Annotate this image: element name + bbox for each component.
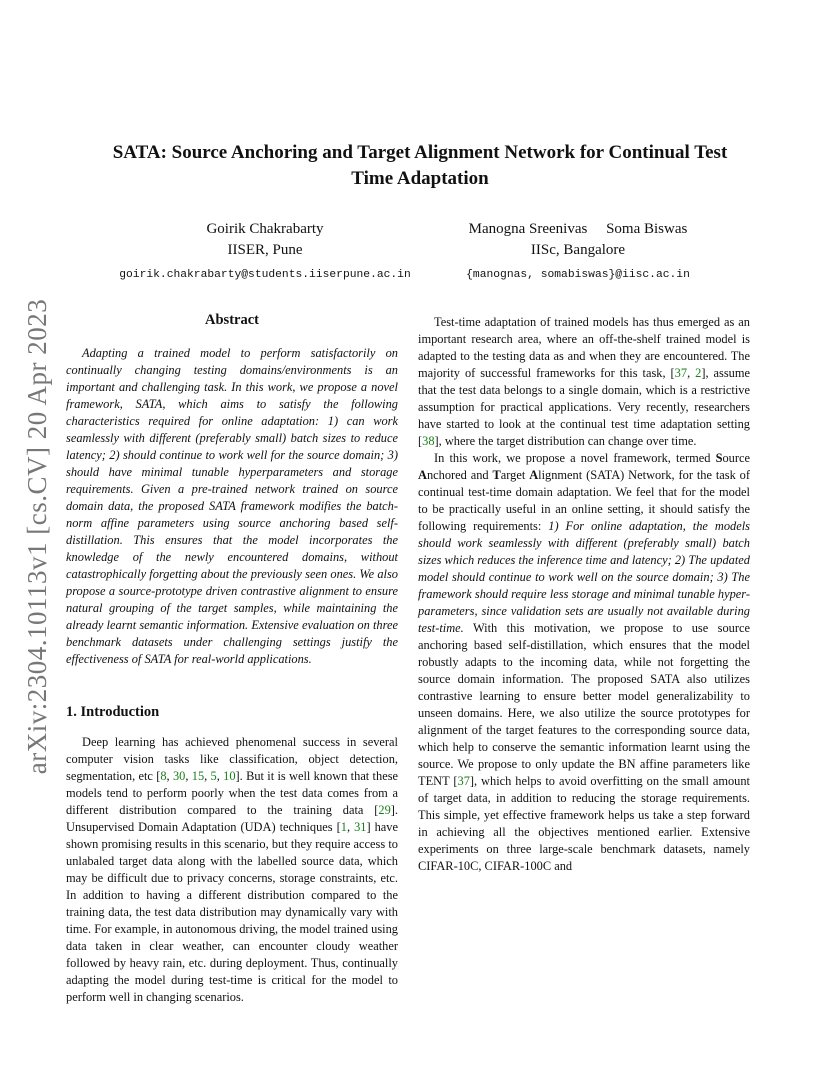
paper-title [70,140,770,192]
intro-paragraph-2: Test-time adaptation of trained models has thus emerged as an important research area, where an off-the-shelf trained model is adapted to the testing data as and when they are encountered. The majority of successful frameworks for this task, [37, 2], assume that the test data belongs to a single domain, which is a restrictive assumption for practical applications. Very recently, researchers have started to look at the continual test time adaptation setting [38], where the target distribution can change over time. [418,315,750,448]
citation-link[interactable]: 10 [223,769,236,783]
citation-link[interactable]: 15 [191,769,205,783]
intro-paragraph-3: In this work, we propose a novel framework, termed Source Anchored and Target Alignment (SATA) Network, for the task of continual test-time domain adaptation. We feel that for the model to be practically useful in an online setting, it should satisfy the following requirements: 1) For online adaptation, the models should work seamlessly with different (preferably small) batch sizes which reduces the inference time and latency; 2) The updated model should continue to work well on the source domain; 3) The framework should require less storage and minimal tunable hyper-parameters, since validation sets are usually not available during test-time. With this motivation, we propose to use source anchoring based self-distillation, which ensures that the model robustly adapts to the incoming data, while not forgetting the source domain information. The proposed SATA also utilizes contrastive learning to ensure better model generalizability to unseen domains. Here, we also utilize the source prototypes for alignment of the target features to the corresponding source data, which help to conserve the semantic information learnt using the source. We propose to only update the BN affine parameters like TENT [37], which helps to avoid overfitting on the small amount of target data, in addition to reducing the storage requirements. This simple, yet effective framework helps us take a step forward in achieving all the objectives mentioned earlier. Extensive experiments on three large-scale benchmark datasets, namely CIFAR-10C, CIFAR-100C and [418,451,751,873]
arxiv-id: arXiv:2304.10113v1 [cs.CV] 20 Apr 2023 [22,298,53,774]
introduction-heading: 1. Introduction [66,704,160,720]
author-block-1 [100,218,430,287]
citation-link[interactable]: 5 [210,769,217,783]
citation-link[interactable]: 8 [160,769,167,783]
left-column [66,312,398,1006]
citation-link[interactable]: 30 [172,769,186,783]
citation-link[interactable]: 38 [422,434,435,448]
abstract-heading: Abstract [205,312,259,328]
citation-link[interactable]: 29 [378,803,391,817]
author-names: Manogna Sreenivas Soma Biswas [468,221,688,237]
citation-link[interactable]: 2 [695,366,702,380]
arxiv-sidebar [10,0,66,1072]
right-column [418,314,750,875]
citation-link[interactable]: 37 [674,366,688,380]
title-line-1: SATA: Source Anchoring and Target Alignment Network for Continual Test [112,142,728,163]
citation-link[interactable]: 37 [457,774,470,788]
author-email: {manognas, somabiswas}@iisc.ac.in [466,269,690,281]
citation-link[interactable]: 31 [354,820,367,834]
author-affiliation: IISc, Bangalore [530,242,626,258]
citation-link[interactable]: 1 [340,820,347,834]
author-block-2 [430,218,726,287]
author-names: Goirik Chakrabarty [206,221,324,237]
author-affiliation: IISER, Pune [227,242,303,258]
abstract-text: Adapting a trained model to perform satisfactorily on continually changing testing domains/environments is an important and challenging task. In this work, we propose a novel framework, SATA, which aims to satisfy the following characteristics required for online adaptation: 1) can work seamlessly with different (preferably small) batch sizes to reduce latency; 2) should continue to work well for the source domain; 3) should have minimal tunable hyperparameters and storage requirements. Given a pre-trained network trained on source domain data, the proposed SATA framework modifies the batch-norm affine parameters using source anchoring based self-distillation. This ensures that the model incorporates the knowledge of the newly encountered domains, without catastrophically forgetting about the previously seen ones. We also propose a source-prototype driven contrastive alignment to ensure natural grouping of the target samples, while maintaining the already learnt semantic information. Extensive evaluation on three benchmark datasets under challenging settings justify the effectiveness of SATA for real-world applications. [66,346,398,666]
title-line-2: Time Adaptation [351,168,489,189]
author-email: goirik.chakrabarty@students.iiserpune.ac.in [119,269,411,281]
intro-paragraph-1: Deep learning has achieved phenomenal success in several computer vision tasks like classification, object detection, segmentation, etc [8, 30, 15, 5, 10]. But it is well known that these models tend to perform poorly when the test data comes from a different distribution compared to the training data [29]. Unsupervised Domain Adaptation (UDA) techniques [1, 31] have shown promising results in this scenario, but they require access to unlabaled target data along with the labelled source data, which may be difficult due to privacy concerns, storage constraints, etc. In addition to having a different distribution compared to the training data, the test data distribution may dynamically vary with time. For example, in autonomous driving, the model trained using data taken in clear weather, can encounter cloudy weather followed by heavy rain, etc. during deployment. Thus, continually adapting the model during test-time is critical for the model to perform well in changing scenarios. [66,735,399,1004]
